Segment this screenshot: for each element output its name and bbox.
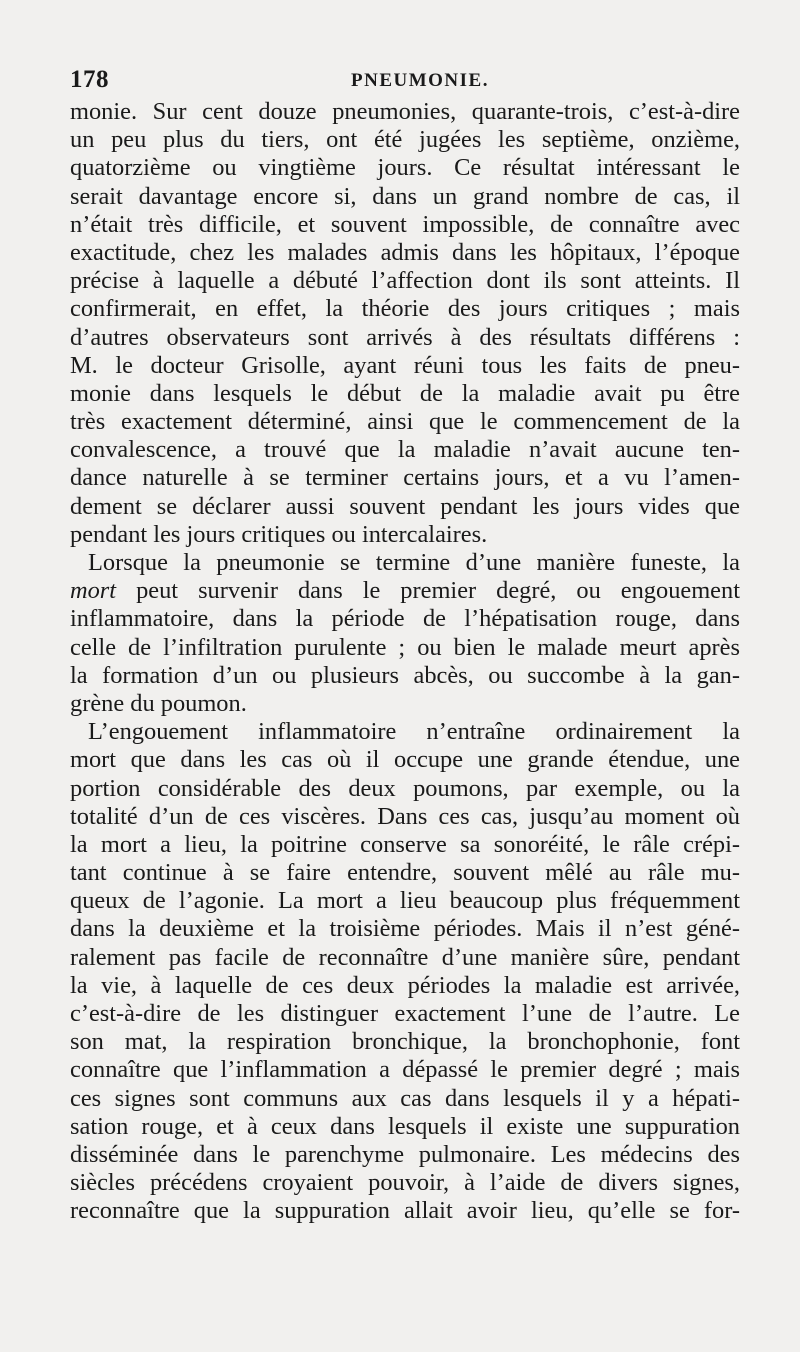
text-line: dans la deuxième et la troisième périodes. Mais il n’est géné- bbox=[70, 915, 740, 943]
text-line: serait davantage encore si, dans un grand nombre de cas, il bbox=[70, 182, 740, 210]
text-line: totalité d’un de ces viscères. Dans ces cas, jusqu’au moment où bbox=[70, 802, 740, 830]
text-line-with-italic bbox=[70, 577, 740, 605]
running-head bbox=[70, 66, 740, 100]
text-line: M. le docteur Grisolle, ayant réuni tous les faits de pneu- bbox=[70, 351, 740, 379]
running-title: PNEUMONIE. bbox=[351, 70, 489, 91]
text-line: monie. Sur cent douze pneumonies, quarante-trois, c’est-à-dire bbox=[70, 98, 740, 125]
page-number: 178 bbox=[70, 66, 109, 93]
body-text bbox=[70, 98, 740, 1226]
text-line: tant continue à se faire entendre, souvent mêlé au râle mu- bbox=[70, 859, 740, 887]
text-line: disséminée dans le parenchyme pulmonaire. Les médecins des bbox=[70, 1140, 740, 1168]
text-line: ces signes sont communs aux cas dans lesquels il y a hépati- bbox=[70, 1084, 740, 1112]
text-line: la vie, à laquelle de ces deux périodes la maladie est arrivée, bbox=[70, 971, 740, 999]
text-line: mort que dans les cas où il occupe une grande étendue, une bbox=[70, 746, 740, 774]
italic-word-mort: mort bbox=[70, 577, 117, 605]
text-line: sation rouge, et à ceux dans lesquels il existe une suppuration bbox=[70, 1112, 740, 1140]
text-line: la formation d’un ou plusieurs abcès, ou succombe à la gan- bbox=[70, 661, 740, 689]
text-line: d’autres observateurs sont arrivés à des résultats différens : bbox=[70, 323, 740, 351]
text-line: inflammatoire, dans la période de l’hépatisation rouge, dans bbox=[70, 605, 740, 633]
paragraph-end-line: grène du poumon. bbox=[70, 689, 247, 717]
text-line: n’était très difficile, et souvent impossible, de connaître avec bbox=[70, 210, 740, 238]
text-line: ralement pas facile de reconnaître d’une manière sûre, pendant bbox=[70, 943, 740, 971]
text-line: très exactement déterminé, ainsi que le commencement de la bbox=[70, 408, 740, 436]
paragraph-start-line: L’engouement inflammatoire n’entraîne ordinairement la bbox=[88, 718, 740, 746]
text-line: précise à laquelle a débuté l’affection dont ils sont atteints. Il bbox=[70, 267, 740, 295]
text-line: la mort a lieu, la poitrine conserve sa sonoréité, le râle crépi- bbox=[70, 830, 740, 858]
text-line: queux de l’agonie. La mort a lieu beaucoup plus fréquemment bbox=[70, 887, 740, 915]
text-line: quatorzième ou vingtième jours. Ce résultat intéressant le bbox=[70, 154, 740, 182]
text-line: dance naturelle à se terminer certains jours, et a vu l’amen- bbox=[70, 464, 740, 492]
text-line: connaître que l’inflammation a dépassé le premier degré ; mais bbox=[70, 1056, 740, 1084]
line-remainder: peut survenir dans le premier degré, ou engouement bbox=[116, 577, 740, 605]
paragraph-end-line: pendant les jours critiques ou intercalaires. bbox=[70, 520, 488, 548]
text-line: confirmerait, en effet, la théorie des jours critiques ; mais bbox=[70, 295, 740, 323]
text-line: monie dans lesquels le début de la maladie avait pu être bbox=[70, 379, 740, 407]
paragraph-start-line: Lorsque la pneumonie se termine d’une manière funeste, la bbox=[88, 549, 740, 576]
text-line: son mat, la respiration bronchique, la bronchophonie, font bbox=[70, 1028, 740, 1056]
text-line: convalescence, a trouvé que la maladie n’avait aucune ten- bbox=[70, 436, 740, 464]
text-line: reconnaître que la suppuration allait avoir lieu, qu’elle se for- bbox=[70, 1197, 740, 1225]
text-line: c’est-à-dire de les distinguer exactement l’une de l’autre. Le bbox=[70, 1000, 740, 1027]
text-line: dement se déclarer aussi souvent pendant les jours vides que bbox=[70, 492, 740, 520]
text-line: exactitude, chez les malades admis dans les hôpitaux, l’époque bbox=[70, 238, 740, 266]
text-line: celle de l’infiltration purulente ; ou bien le malade meurt après bbox=[70, 633, 740, 661]
text-line: un peu plus du tiers, ont été jugées les septième, onzième, bbox=[70, 126, 740, 154]
text-line: siècles précédens croyaient pouvoir, à l’aide de divers signes, bbox=[70, 1169, 740, 1197]
text-line: portion considérable des deux poumons, par exemple, ou la bbox=[70, 774, 740, 802]
